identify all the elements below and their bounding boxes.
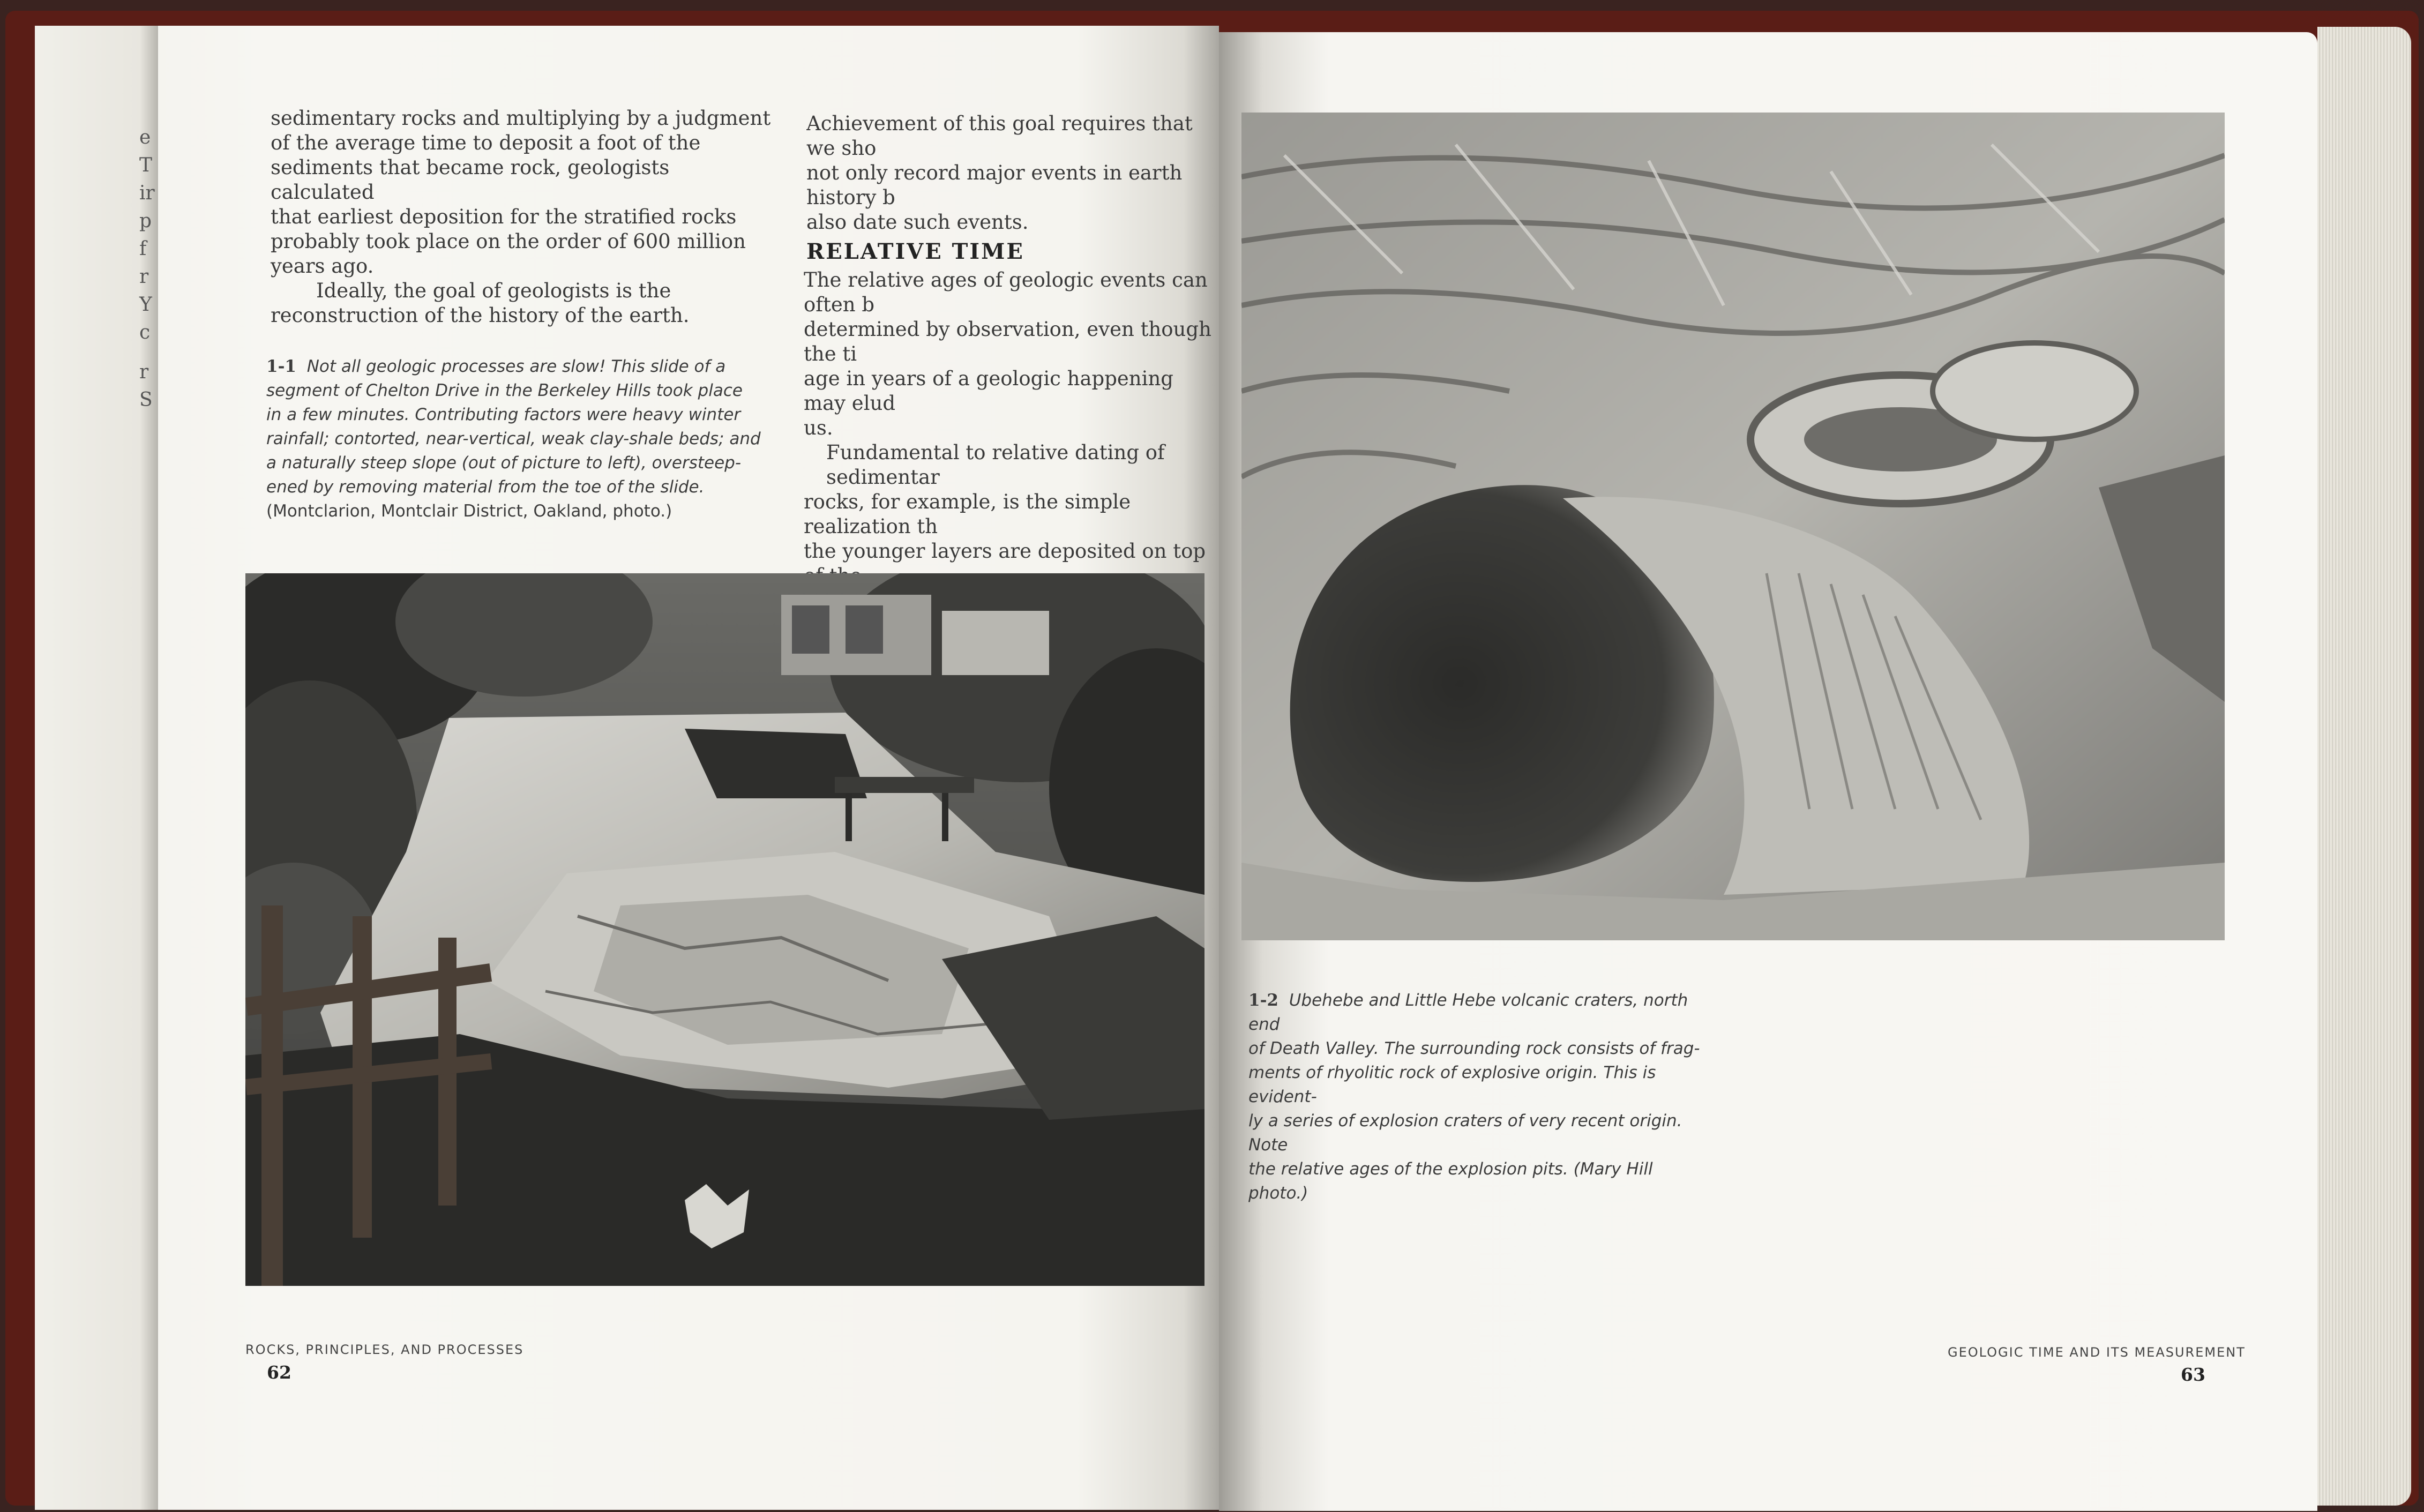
text-line: not only record major events in earth history b — [806, 161, 1183, 209]
prev-char: r — [139, 266, 149, 288]
text-line: also date such events. — [806, 211, 1029, 234]
text-line: that earliest deposition for the stratified rocks — [271, 205, 737, 228]
text-line: of the average time to deposit a foot of the — [271, 131, 701, 154]
right-column-top — [806, 111, 1214, 235]
caption-text: Ubehebe and Little Hebe volcanic craters, north end — [1248, 991, 1688, 1034]
running-head-right: GEOLOGIC TIME AND ITS MEASUREMENT — [1948, 1345, 2246, 1360]
caption-line: ened by removing material from the toe of the slide. — [266, 477, 705, 497]
text-line: Ideally, the goal of geologists is the — [316, 279, 671, 302]
caption-line: the relative ages of the explosion pits. (Mary Hill photo.) — [1248, 1159, 1653, 1203]
prev-char: e — [139, 126, 151, 148]
text-line: determined by observation, even though the ti — [804, 318, 1211, 365]
caption-line: ments of rhyolitic rock of explosive origin. This is evident- — [1248, 1063, 1656, 1106]
caption-line: in a few minutes. Contributing factors were heavy winter — [266, 405, 741, 424]
figure-1-1-caption — [266, 355, 775, 523]
text-line: years ago. — [271, 255, 374, 278]
prev-char: p — [139, 210, 152, 232]
prev-char: ir — [139, 182, 155, 204]
caption-text: Not all geologic processes are slow! This slide of a — [306, 357, 726, 376]
text-line: The relative ages of geologic events can often b — [804, 268, 1208, 316]
prev-char: c — [139, 321, 151, 343]
text-line: rocks, for example, is the simple realization th — [804, 490, 1131, 538]
page-number-left: 62 — [267, 1362, 291, 1383]
caption-line — [1248, 989, 1704, 1037]
text-line: the younger layers are deposited on top — [804, 540, 1206, 563]
previous-page-strip — [35, 26, 158, 1510]
intro-paragraph — [271, 106, 774, 328]
caption-line: (Montclarion, Montclair District, Oakland, photo.) — [266, 501, 672, 521]
caption-line: ly a series of explosion craters of very recent origin. Note — [1248, 1111, 1682, 1155]
caption-line: of Death Valley. The surrounding rock consists of frag- — [1248, 1039, 1700, 1058]
text-line: Achievement of this goal requires that we sho — [806, 112, 1193, 160]
text-line: sedimentary rocks and multiplying by a judgment — [271, 107, 771, 130]
text-line: us. — [804, 416, 833, 439]
text-line: probably took place on the order of 600 million — [271, 230, 746, 253]
section-heading: RELATIVE TIME — [806, 239, 1024, 264]
crater-photo — [1241, 113, 2225, 940]
figure-number: 1-1 — [266, 357, 297, 376]
page-number-right: 63 — [2181, 1364, 2205, 1385]
caption-line: segment of Chelton Drive in the Berkeley Hills took place — [266, 381, 743, 400]
prev-char: f — [139, 238, 147, 260]
text-line: age in years of a geologic happening may elud — [804, 367, 1173, 415]
figure-1-2-caption — [1248, 989, 1704, 1206]
caption-line — [266, 355, 775, 379]
running-head-left: ROCKS, PRINCIPLES, AND PROCESSES — [245, 1342, 524, 1357]
prev-char: S — [139, 389, 153, 411]
text-line: reconstruction of the history of the earth. — [271, 304, 690, 327]
figure-number: 1-2 — [1248, 991, 1279, 1010]
prev-char: T — [139, 154, 153, 176]
page-edges — [2317, 27, 2411, 1506]
text-line: Fundamental to relative dating of sedimentar — [826, 441, 1165, 489]
text-line: sediments that became rock, geologists calculated — [271, 156, 670, 204]
landslide-photo — [245, 573, 1204, 1286]
caption-line: a naturally steep slope (out of picture to left), oversteep- — [266, 453, 742, 473]
prev-char: r — [139, 361, 149, 383]
prev-char: Y — [139, 294, 152, 316]
caption-line: rainfall; contorted, near-vertical, weak clay-shale beds; and — [266, 429, 761, 448]
